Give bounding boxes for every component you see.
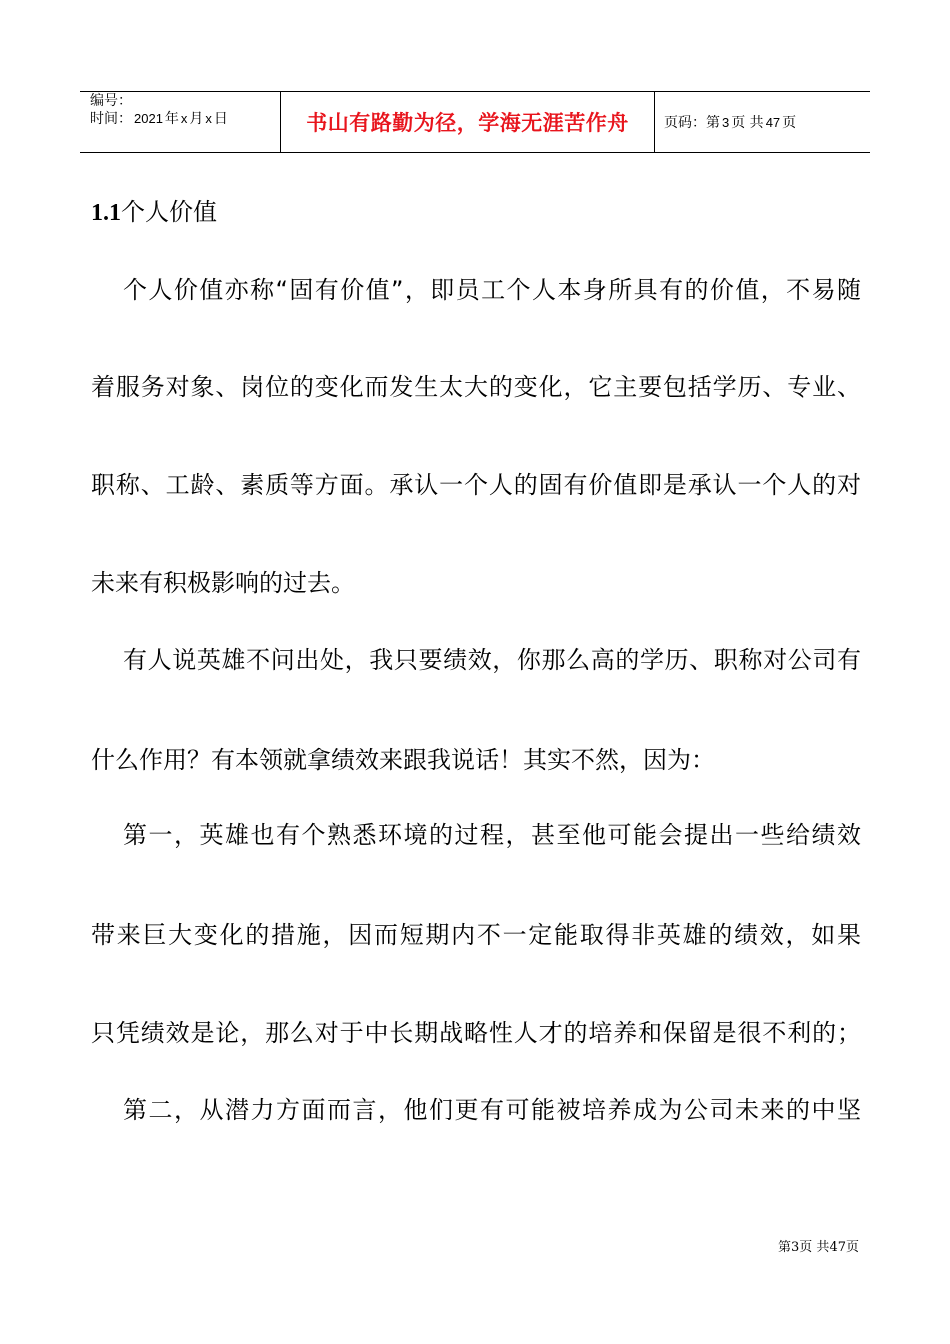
footer-prefix: 第 [778,1240,792,1255]
paragraph-line: 个人价值亦称“固有价值”，即员工个人本身所具有的价值，不易随 [123,276,861,304]
section-title: 个人价值 [121,198,217,226]
paragraph-line: 只凭绩效是论，那么对于中长期战略性人才的培养和保留是很不利的； [91,1019,861,1047]
paragraph-line: 第一，英雄也有个熟悉环境的过程，甚至他可能会提出一些给绩效 [123,821,861,849]
year-unit: 年 [164,111,179,127]
footer-mid: 页 共 [799,1240,830,1255]
paragraph-line: 着服务对象、岗位的变化而发生太大的变化，它主要包括学历、专业、 [91,373,861,401]
page-footer [778,1236,859,1255]
paragraph-line: 有人说英雄不问出处，我只要绩效，你那么高的学历、职称对公司有 [123,646,861,674]
paragraph-line: 第二，从潜力方面而言，他们更有可能被培养成为公司未来的中坚 [123,1096,861,1124]
day-unit: 日 [213,111,228,127]
page-prefix: 页码：第 [664,115,720,131]
header-info-cell [80,92,281,152]
section-heading [91,192,217,227]
footer-suffix: 页 [845,1240,859,1255]
serial-number-label: 编号： [90,93,132,109]
day-value: x [205,111,212,126]
paragraph-line: 带来巨大变化的措施，因而短期内不一定能取得非英雄的绩效，如果 [91,921,861,949]
page-suffix: 页 [782,115,797,131]
footer-current: 3 [791,1240,800,1255]
month-value: x [180,111,188,126]
month-unit: 月 [189,111,204,127]
paragraph-line: 什么作用？有本领就拿绩效来跟我说话！其实不然，因为： [91,746,715,774]
header-motto-cell [281,92,655,152]
paragraph-line: 职称、工龄、素质等方面。承认一个人的固有价值即是承认一个人的对 [91,471,861,499]
year-value: 2021 [134,111,163,126]
header-motto: 书山有路勤为径，学海无涯苦作舟 [306,110,629,135]
header-page-cell [655,92,870,152]
date-line [90,110,280,128]
page-mid: 页 共 [731,115,764,131]
time-prefix: 时间： [90,111,132,127]
page-total: 47 [765,114,781,130]
page-current: 3 [722,114,730,130]
section-number: 1.1 [91,200,121,226]
paragraph-line: 未来有积极影响的过去。 [91,569,355,597]
document-header [80,91,870,153]
footer-total: 47 [829,1240,846,1255]
